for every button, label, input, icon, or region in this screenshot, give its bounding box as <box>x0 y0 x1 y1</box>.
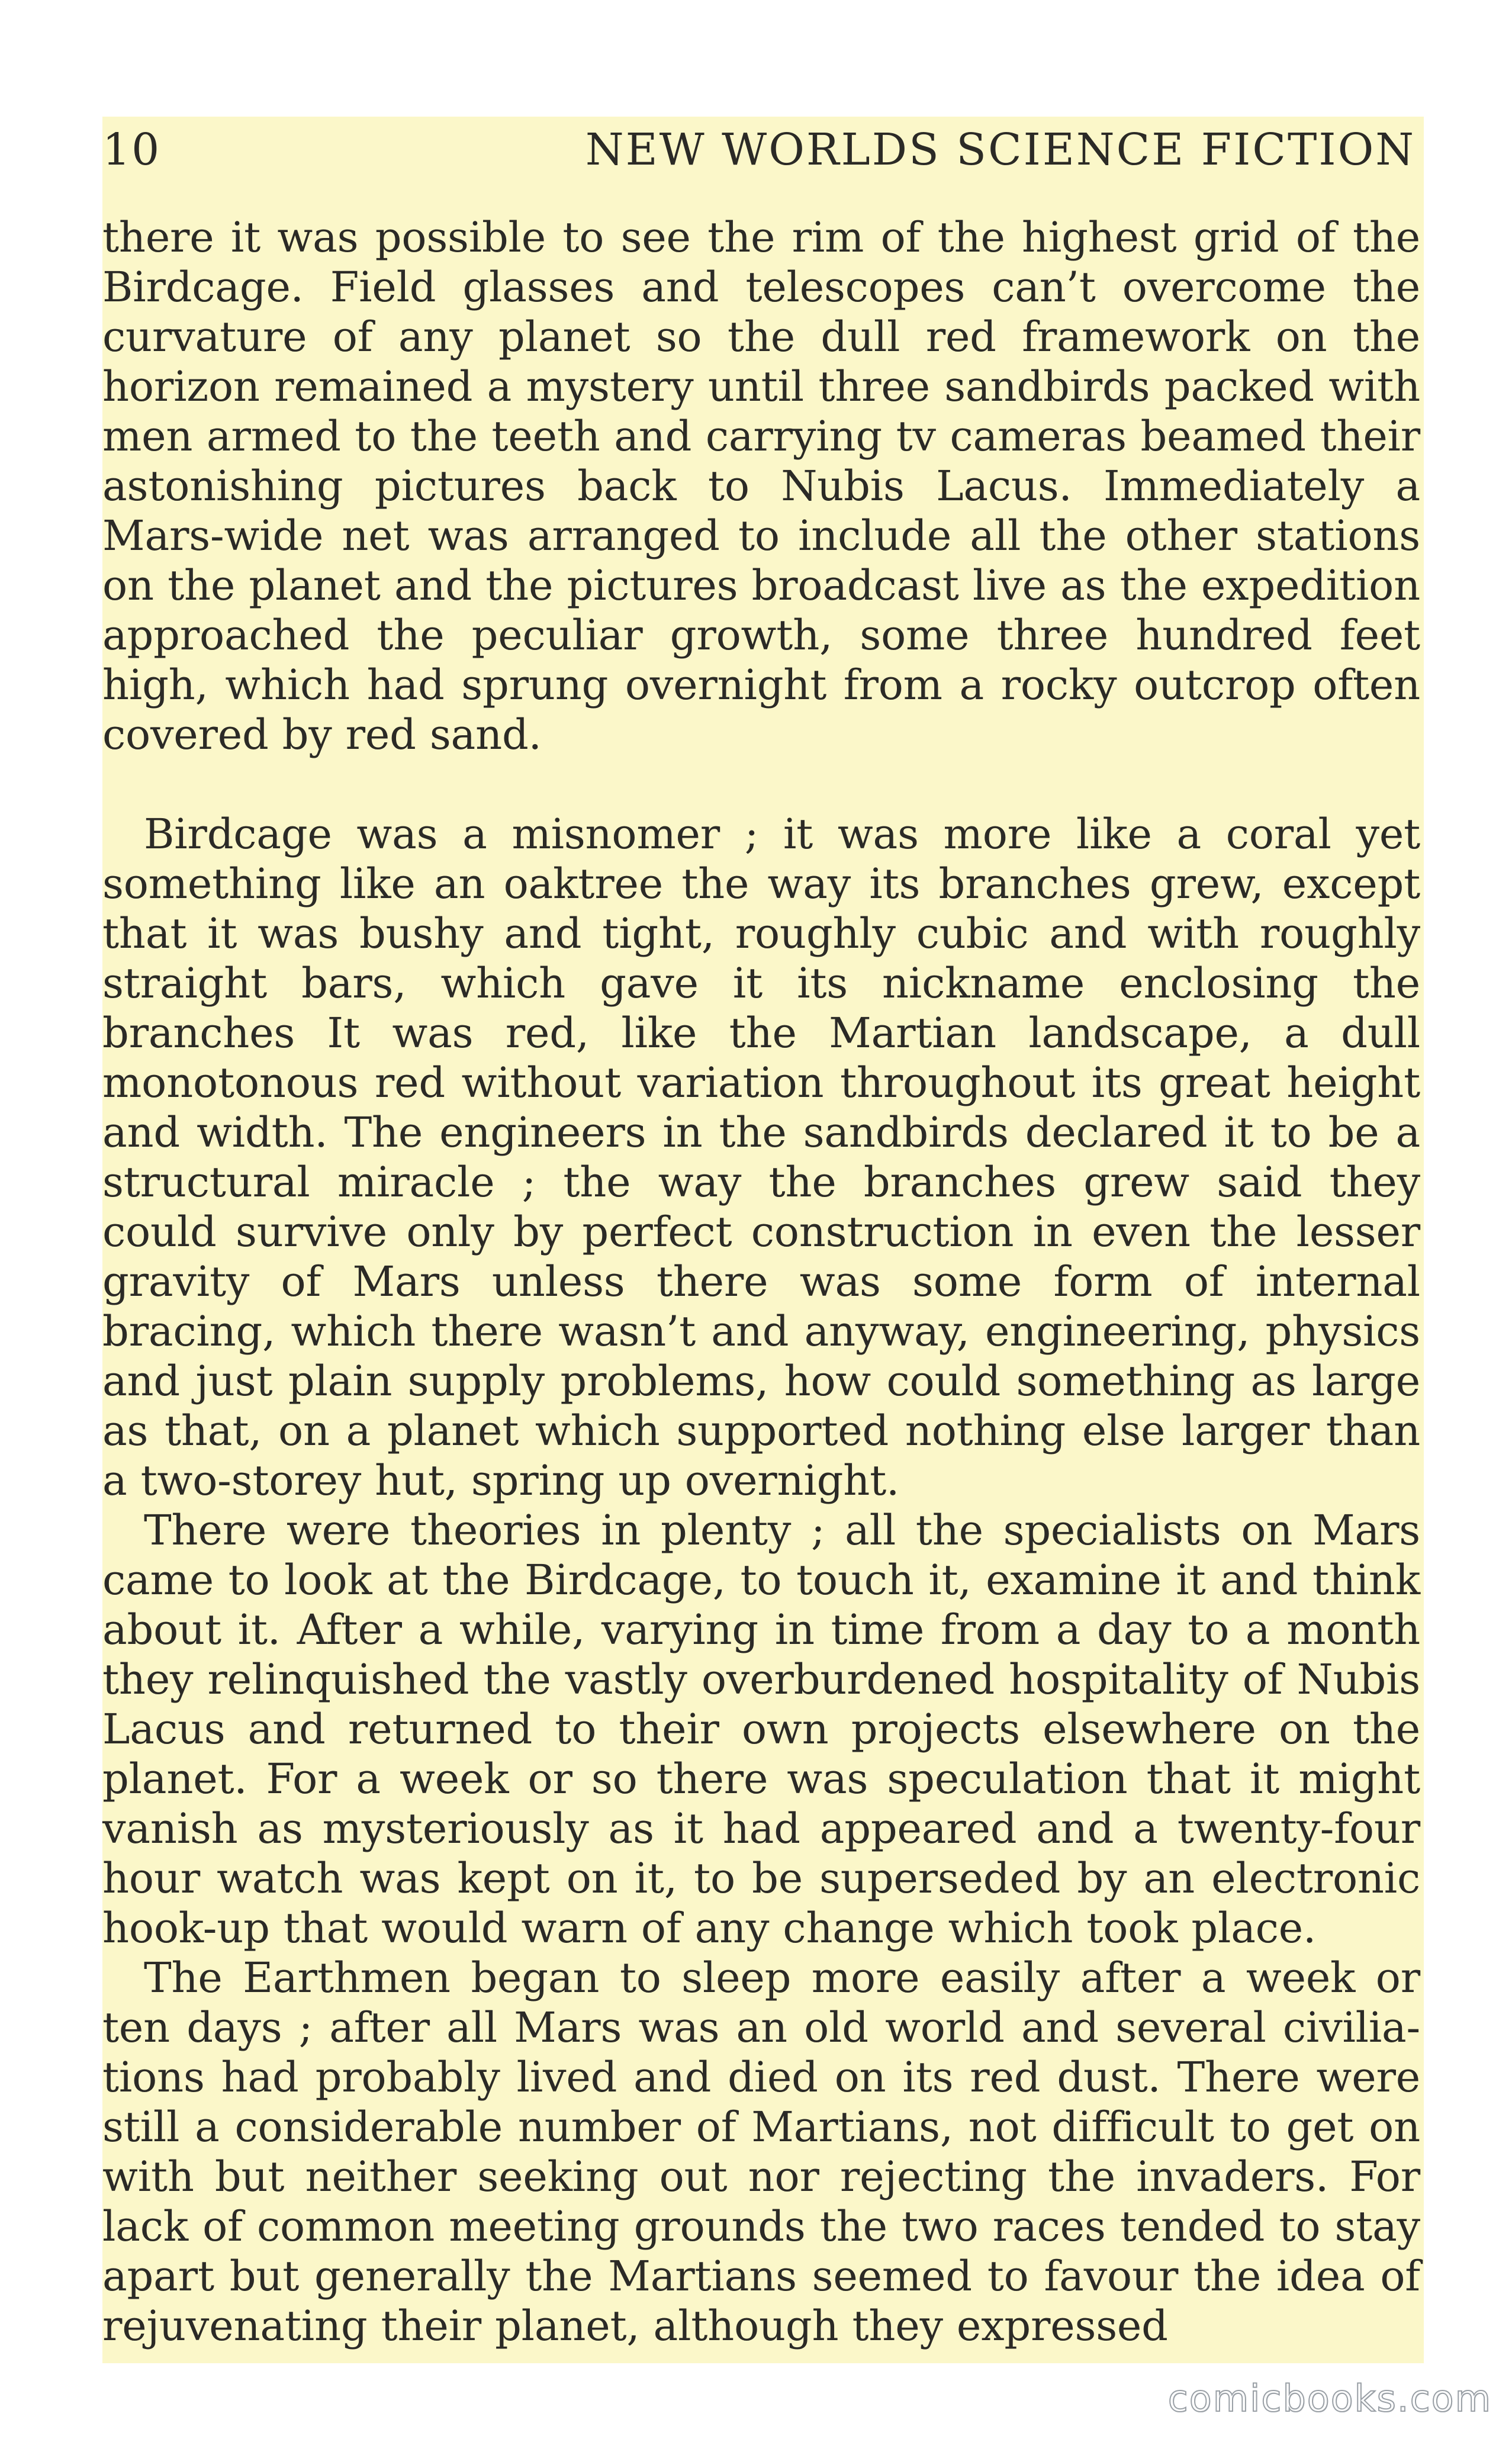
page-number: 10 <box>102 124 161 175</box>
paragraph-1: there it was possible to see the rim of the highest grid of the Birdcage. Field glasses and telescopes can’t overcome the curvature of any planet so the dull red framework on the horizon remained a mystery until three sandbirds packed with men armed to the teeth and carrying tv cameras beamed their astonishing pictures back to Nubis Lacus. Immediately a Mars-wide net was arranged to include all the other stations on the planet and the pictures broadcast live as the expedition approached the peculiar growth, some three hundred feet high, which had sprung overnight from a rocky outcrop often covered by red sand. <box>102 213 1420 759</box>
page <box>102 117 1424 2363</box>
watermark: comicbooks.com <box>1167 2377 1492 2420</box>
paragraph-2: Birdcage was a misnomer ; it was more like a coral yet something like an oaktree the way its branches grew, except that it was bushy and tight, roughly cubic and with roughly straight bars, which gave it its nickname enclosing the branches It was red, like the Martian landscape, a dull monotonous red without variation throughout its great height and width. The engineers in the sandbirds declared it to be a structural miracle ; the way the branches grew said they could survive only by perfect construction in even the lesser gravity of Mars unless there was some form of internal bracing, which there wasn’t and anyway, engineering, physics and just plain supply problems, how could something as large as that, on a planet which supported nothing else larger than a two-storey hut, spring up overnight. <box>102 810 1420 1505</box>
paragraph-3: There were theories in plenty ; all the specialists on Mars came to look at the Birdcage, to touch it, examine it and think about it. After a while, varying in time from a day to a month they relinquished the vastly overburdened hospitality of Nubis Lacus and returned to their own projects elsewhere on the planet. For a week or so there was speculation that it might vanish as mysteriously as it had appeared and a twenty-four hour watch was kept on it, to be superseded by an electronic hook-up that would warn of any change which took place. <box>102 1506 1420 1952</box>
body-text <box>102 213 1420 2351</box>
running-title: NEW WORLDS SCIENCE FICTION <box>585 124 1416 175</box>
running-header <box>102 117 1424 188</box>
paragraph-4: The Earthmen began to sleep more easily after a week or ten days ; after all Mars was an old world and several civilia-tions had probably lived and died on its red dust. There were still a considerable number of Martians, not difficult to get on with but neither seeking out nor rejecting the invaders. For lack of common meeting grounds the two races tended to stay apart but generally the Martians seemed to favour the idea of rejuvenating their planet, although they expressed <box>102 1954 1420 2350</box>
